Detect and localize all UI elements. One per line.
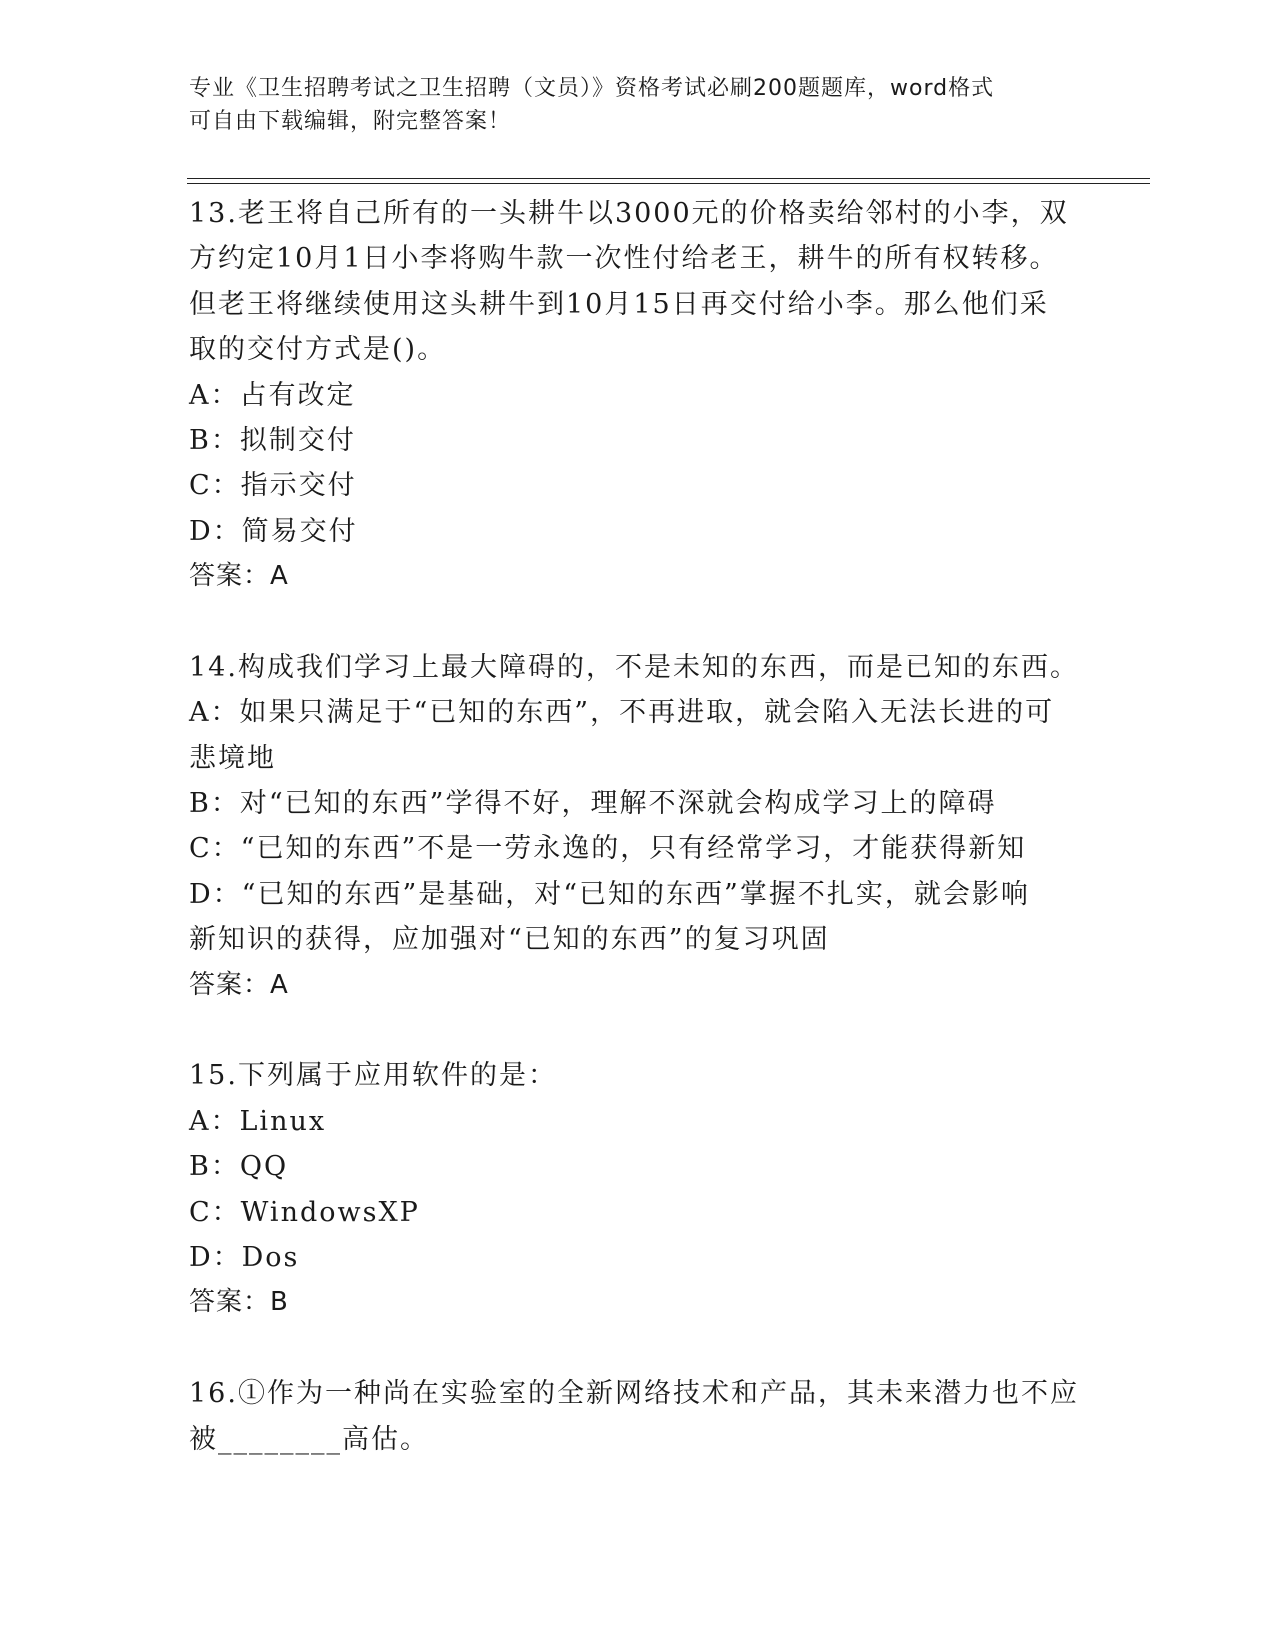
option-line: A：Linux xyxy=(189,1105,327,1137)
option-line: D：“已知的东西”是基础，对“已知的东西”掌握不扎实，就会影响 xyxy=(189,878,1030,910)
option-line: D：简易交付 xyxy=(189,515,358,547)
question-spacer xyxy=(189,600,1089,645)
answer-line: 答案：B xyxy=(189,1287,289,1318)
option-line: 悲境地 xyxy=(189,742,276,774)
header-line-1: 专业《卫生招聘考试之卫生招聘（文员）》资格考试必刷200题题库，word格式 xyxy=(189,76,995,101)
header-line-2: 可自由下载编辑，附完整答案！ xyxy=(189,109,512,134)
question-block xyxy=(189,1371,1089,1462)
question-stem-line: 15.下列属于应用软件的是： xyxy=(189,1060,557,1092)
answer-line: 答案：A xyxy=(189,561,289,592)
question-stem-line: 14.构成我们学习上最大障碍的，不是未知的东西，而是已知的东西。 xyxy=(189,651,1079,683)
question-stem-line: 被________高估。 xyxy=(189,1423,429,1455)
answer-line: 答案：A xyxy=(189,969,289,1000)
question-stem-line: 16.①作为一种尚在实验室的全新网络技术和产品，其未来潜力也不应 xyxy=(189,1378,1079,1410)
option-line: C：WindowsXP xyxy=(189,1196,420,1228)
option-line: A：占有改定 xyxy=(189,379,356,411)
option-line: B：对“已知的东西”学得不好，理解不深就会构成学习上的障碍 xyxy=(189,788,997,820)
question-stem-line: 但老王将继续使用这头耕牛到10月15日再交付给小李。那么他们采 xyxy=(189,288,1049,320)
option-line: C：指示交付 xyxy=(189,470,357,502)
question-stem-line: 取的交付方式是()。 xyxy=(189,334,447,366)
question-spacer xyxy=(189,1326,1089,1371)
option-line: B：拟制交付 xyxy=(189,424,356,456)
option-line: C：“已知的东西”不是一劳永逸的，只有经常学习，才能获得新知 xyxy=(189,833,1027,865)
option-line: A：如果只满足于“已知的东西”，不再进取，就会陷入无法长进的可 xyxy=(189,697,1055,729)
question-stem-line: 方约定10月1日小李将购牛款一次性付给老王，耕牛的所有权转移。 xyxy=(189,243,1059,275)
header-rule-bottom xyxy=(187,183,1150,184)
question-block xyxy=(189,1053,1089,1371)
question-spacer xyxy=(189,1008,1089,1053)
header-rule-top xyxy=(187,178,1150,179)
document-header xyxy=(189,72,1069,138)
option-line: B：QQ xyxy=(189,1151,289,1183)
question-stem-line: 13.老王将自己所有的一头耕牛以3000元的价格卖给邻村的小李，双 xyxy=(189,198,1069,229)
question-block xyxy=(189,191,1089,645)
option-line: 新知识的获得，应加强对“已知的东西”的复习巩固 xyxy=(189,924,830,956)
option-line: D：Dos xyxy=(189,1241,300,1273)
question-block xyxy=(189,645,1089,1054)
question-list xyxy=(189,191,1089,1462)
